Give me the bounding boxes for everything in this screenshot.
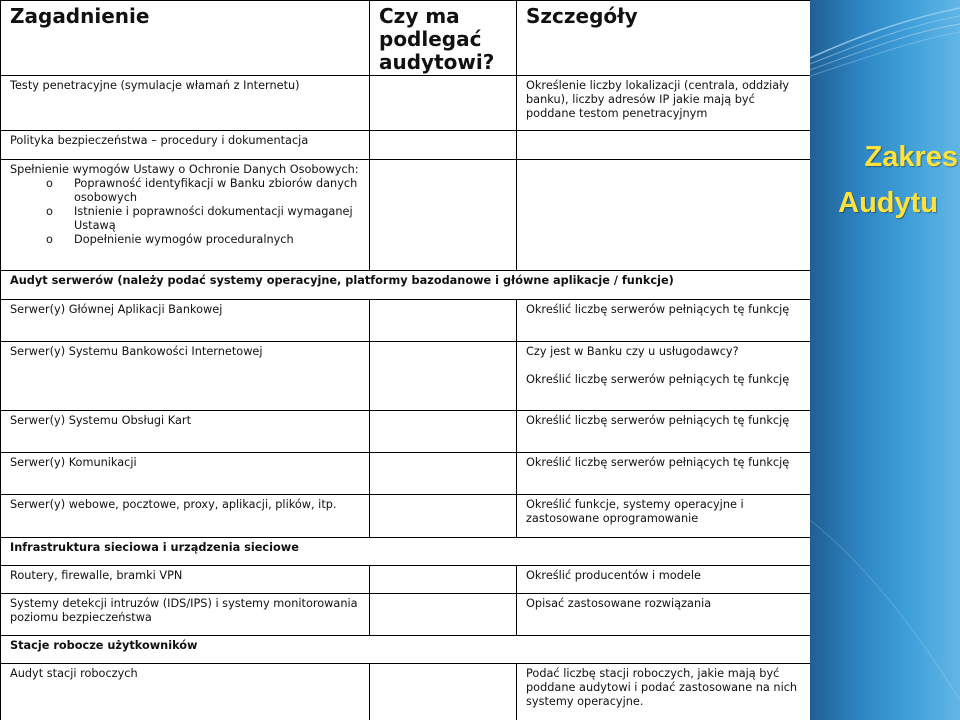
row-details-line: Określić liczbę serwerów pełniących tę funkcję bbox=[526, 373, 790, 386]
row-details: Określenie liczby lokalizacji (centrala, oddziały banku), liczby adresów IP jakie mają być poddane testom penetracyjnym bbox=[517, 76, 811, 131]
row-topic: Routery, firewalle, bramki VPN bbox=[1, 566, 370, 594]
row-details bbox=[517, 342, 811, 411]
row-details bbox=[517, 160, 811, 271]
row-topic: Serwer(y) Systemu Obsługi Kart bbox=[1, 411, 370, 453]
header-details: Szczegóły bbox=[517, 1, 811, 76]
table-row bbox=[1, 495, 811, 538]
row-audit-cell bbox=[370, 566, 517, 594]
row-details: Opisać zastosowane rozwiązania bbox=[517, 594, 811, 636]
row-audit-cell bbox=[370, 664, 517, 720]
row-details: Podać liczbę stacji roboczych, jakie mają być poddane audytowi i podać zastosowane na nich systemy operacyjne. bbox=[517, 664, 811, 720]
list-item-text: Poprawność identyfikacji w Banku zbiorów danych osobowych bbox=[74, 177, 358, 204]
decorative-swoosh-graphic bbox=[810, 0, 960, 720]
table-header-row bbox=[1, 1, 811, 76]
slide-side-panel bbox=[810, 0, 960, 720]
row-topic: Serwer(y) Systemu Bankowości Internetowej bbox=[1, 342, 370, 411]
row-topic: Audyt stacji roboczych bbox=[1, 664, 370, 720]
row-details: Określić liczbę serwerów pełniących tę funkcję bbox=[517, 411, 811, 453]
table-row bbox=[1, 300, 811, 342]
section-title: Stacje robocze użytkowników bbox=[1, 636, 811, 664]
subitem-list bbox=[10, 177, 363, 247]
row-topic: Serwer(y) Komunikacji bbox=[1, 453, 370, 495]
table-row bbox=[1, 160, 811, 271]
section-row-servers bbox=[1, 271, 811, 300]
table-row bbox=[1, 594, 811, 636]
row-topic: Serwer(y) webowe, pocztowe, proxy, aplikacji, plików, itp. bbox=[1, 495, 370, 538]
header-audit-question: Czy ma podlegać audytowi? bbox=[370, 1, 517, 76]
row-audit-cell bbox=[370, 300, 517, 342]
row-topic-with-subitems bbox=[1, 160, 370, 271]
table-row bbox=[1, 411, 811, 453]
section-title: Audyt serwerów (należy podać systemy operacyjne, platformy bazodanowe i główne aplikacje / funkcje) bbox=[1, 271, 811, 300]
slide-title bbox=[838, 134, 958, 226]
table-row bbox=[1, 453, 811, 495]
row-topic: Spełnienie wymogów Ustawy o Ochronie Danych Osobowych: bbox=[10, 163, 359, 176]
table-row bbox=[1, 131, 811, 160]
table-row bbox=[1, 566, 811, 594]
row-details: Określić funkcje, systemy operacyjne i zastosowane oprogramowanie bbox=[517, 495, 811, 538]
bullet-glyph: o bbox=[46, 177, 53, 190]
section-title: Infrastruktura sieciowa i urządzenia sieciowe bbox=[1, 538, 811, 566]
section-row-workstations bbox=[1, 636, 811, 664]
row-topic: Systemy detekcji intruzów (IDS/IPS) i systemy monitorowania poziomu bezpieczeństwa bbox=[1, 594, 370, 636]
row-audit-cell bbox=[370, 76, 517, 131]
row-audit-cell bbox=[370, 342, 517, 411]
row-topic: Testy penetracyjne (symulacje włamań z Internetu) bbox=[1, 76, 370, 131]
bullet-glyph: o bbox=[46, 205, 53, 218]
row-audit-cell bbox=[370, 131, 517, 160]
section-row-network bbox=[1, 538, 811, 566]
slide-title-line: Audytu bbox=[838, 187, 938, 219]
table-row bbox=[1, 664, 811, 720]
row-audit-cell bbox=[370, 160, 517, 271]
list-item bbox=[10, 205, 363, 233]
row-details bbox=[517, 131, 811, 160]
row-audit-cell bbox=[370, 411, 517, 453]
row-details: Określić liczbę serwerów pełniących tę funkcję bbox=[517, 300, 811, 342]
list-item-text: Istnienie i poprawności dokumentacji wymaganej Ustawą bbox=[74, 205, 353, 232]
row-details: Określić liczbę serwerów pełniących tę funkcję bbox=[517, 453, 811, 495]
list-item bbox=[10, 233, 363, 247]
row-audit-cell bbox=[370, 594, 517, 636]
slide-title-line: Zakres bbox=[864, 141, 958, 173]
row-details-line: Czy jest w Banku czy u usługodawcy? bbox=[526, 345, 739, 358]
row-audit-cell bbox=[370, 453, 517, 495]
header-topic: Zagadnienie bbox=[1, 1, 370, 76]
row-details: Określić producentów i modele bbox=[517, 566, 811, 594]
row-topic: Polityka bezpieczeństwa – procedury i dokumentacja bbox=[1, 131, 370, 160]
row-audit-cell bbox=[370, 495, 517, 538]
list-item bbox=[10, 177, 363, 205]
row-topic: Serwer(y) Głównej Aplikacji Bankowej bbox=[1, 300, 370, 342]
bullet-glyph: o bbox=[46, 233, 53, 246]
list-item-text: Dopełnienie wymogów proceduralnych bbox=[74, 233, 294, 246]
table-row bbox=[1, 76, 811, 131]
table-row bbox=[1, 342, 811, 411]
